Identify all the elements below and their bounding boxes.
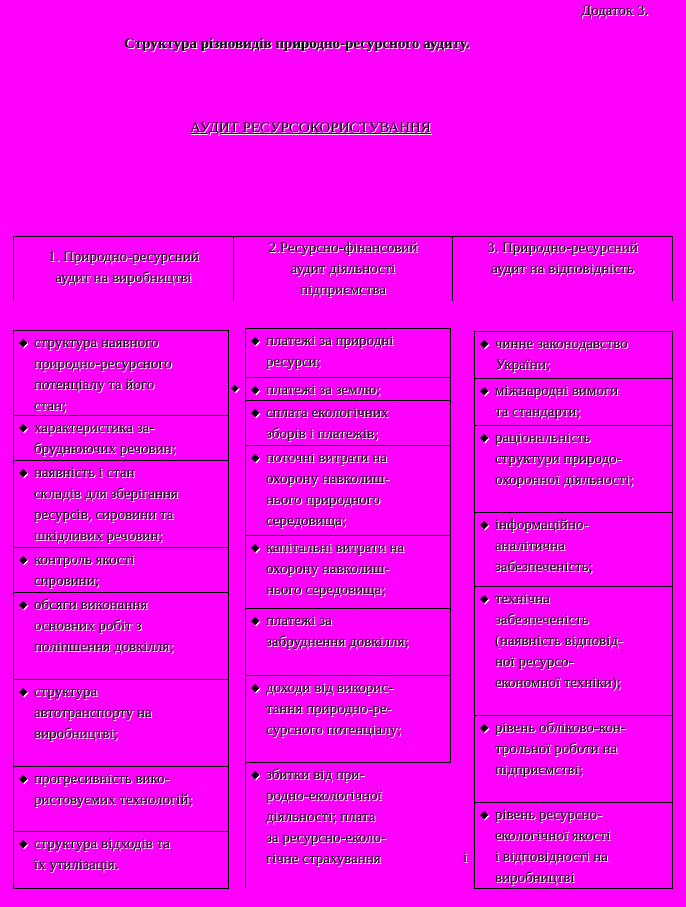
list-item: ◆ платежі за землю; [245, 377, 451, 401]
list-item: ◆ платежі за природні ресурси; [245, 328, 451, 378]
section-title: АУДИТ РЕСУРСОКОРИСТУВАННЯ [190, 120, 431, 136]
list-item: ◆ рівень обліково-кон- трольної роботи на підприємстві; [474, 715, 673, 803]
bullet-icon: ◆ [251, 769, 260, 781]
list-item: ◆ інформаційно- аналітична забезпеченість; [474, 512, 673, 587]
bullet-icon: ◆ [19, 467, 28, 479]
list-item: ◆ структура відходів та їх утилізація. [13, 831, 229, 889]
list-item: ◆ платежі за забруднення довкілля; [245, 608, 451, 676]
column-heading-2: 2.Ресурсно-фінансовий аудит діяльності підприємства [268, 240, 418, 298]
bullet-icon: ◆ [251, 335, 260, 347]
column-heading-3: 3. Природно-ресурсний аудит на відповідність [487, 240, 638, 277]
bullet-icon: ◆ [251, 452, 260, 464]
list-item: ◆ контроль якості сировини; [13, 547, 229, 593]
list-item: ◆ міжнародні вимоги та стандарти; [474, 378, 673, 426]
list-item: ◆ структура наявного природно-ресурсного потенціалу та його стан; [13, 330, 229, 416]
bullet-icon: ◆ [19, 838, 28, 850]
bullet-icon: ◆ [19, 337, 28, 349]
list-item: ◆ рівень ресурсно- екологічної якості і відповідності на виробництві [474, 802, 673, 889]
list-item: ◆ структура автотранспорту на виробництві; [13, 679, 229, 767]
bullet-icon: ◆ [480, 809, 489, 821]
list-item: ◆ чинне законодавство України; [474, 331, 673, 379]
stray-letter: і [463, 850, 468, 866]
list-item: ◆ прогресивність вико- ристовуємих технологій; [13, 766, 229, 832]
list-item: ◆ капітальні витрати на охорону навколиш- нього середовища; [245, 535, 451, 609]
appendix-label: Додаток 3. [581, 3, 649, 19]
bullet-icon: ◆ [251, 384, 260, 396]
list-item: ◆ доходи від викорис- тання природно-ре- сурсного потенціалу; [245, 675, 451, 763]
column-heading-1: 1. Природно-ресурсний аудит на виробництві [48, 249, 199, 286]
list-item: ◆ сплата екологічних зборів і платежів; [245, 400, 451, 446]
bullet-icon: ◆ [19, 599, 28, 611]
bullet-icon: ◆ [480, 593, 489, 605]
page-title: Структура різновидів природно-ресурсного аудиту. [124, 36, 470, 52]
list-item: ◆ поточні витрати на охорону навколиш- нього природного середовища; [245, 445, 451, 536]
list-item: ◆ обсяги виконання основних робіт з поліпшення довкілля; [13, 592, 229, 680]
bullet-icon: ◆ [251, 615, 260, 627]
bullet-icon: ◆ [19, 773, 28, 785]
bullet-icon: ◆ [480, 432, 489, 444]
list-item: ◆ технічна забезпеченість (наявність відповід- ної ресурсо- економної техніки); [474, 586, 673, 716]
bullet-icon: ◆ [480, 338, 489, 350]
list-item: ◆ раціональність структури природо- охоронної діяльності; [474, 425, 673, 513]
bullet-icon: ◆ [480, 722, 489, 734]
bullet-icon: ◆ [19, 422, 28, 434]
bullet-icon: ◆ [19, 554, 28, 566]
bullet-icon: ◆ [480, 519, 489, 531]
list-item: ◆ наявність і стан складів для зберігання ресурсів, сировини та шкідливих речовин; [13, 460, 229, 548]
bullet-icon: ◆ [251, 542, 260, 554]
bullet-icon: ◆ [19, 686, 28, 698]
bullet-icon: ◆ [251, 682, 260, 694]
bullet-icon: ◆ [251, 407, 260, 419]
stray-bullet-icon: ◆ [231, 383, 239, 394]
bullet-icon: ◆ [480, 385, 489, 397]
list-item: ◆ збитки від при- родно-екологічної діяльності; плата за ресурсно-еколо- гічне страхування [245, 762, 451, 888]
list-item: ◆ характеристика за- бруднюючих речовин; [13, 415, 229, 461]
